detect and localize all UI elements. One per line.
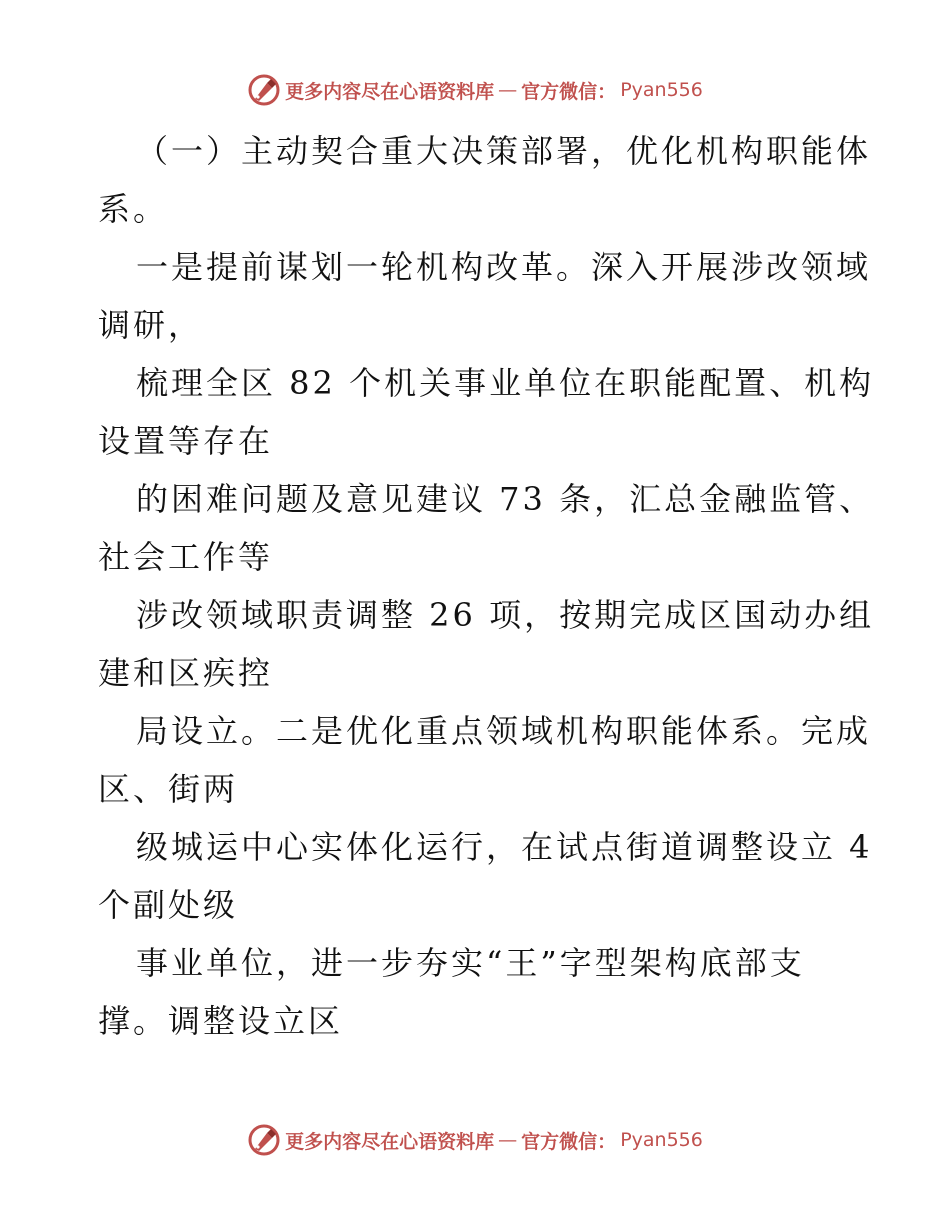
footer-separator: — [498,1129,518,1151]
body-line-14: 个副处级 [98,886,239,924]
header-logo-group [247,73,703,107]
body-line-4: 调研， [98,306,204,344]
body-line-7: 的困难问题及意见建议 73 条，汇总金融监管、 [136,480,875,518]
footer-wechat-id: Pyan556 [620,1129,703,1151]
body-line-2: 系。 [98,190,169,228]
body-line-11: 局设立。二是优化重点领域机构职能体系。完成 [136,712,872,750]
header-separator: — [498,79,518,101]
pen-nib-logo-icon [247,1123,281,1157]
header-wechat-label: 官方微信： [521,80,617,103]
body-line-10: 建和区疾控 [98,654,274,692]
body-line-3: 一是提前谋划一轮机构改革。深入开展涉改领域 [136,248,872,286]
footer-wechat-label: 官方微信： [521,1130,617,1153]
footer-logo-group [247,1123,703,1157]
body-line-12: 区、街两 [98,770,239,808]
header-wechat-id: Pyan556 [620,79,703,101]
body-line-15: 事业单位，进一步夯实“王”字型架构底部支 [136,944,805,982]
body-line-9: 涉改领域职责调整 26 项，按期完成区国动办组 [136,596,875,634]
body-line-6: 设置等存在 [98,422,274,460]
body-line-8: 社会工作等 [98,538,274,576]
pen-nib-logo-icon [247,73,281,107]
footer-banner [0,1120,950,1160]
header-banner [0,70,950,110]
body-line-13: 级城运中心实体化运行，在试点街道调整设立 4 [136,828,873,866]
body-line-1: （一）主动契合重大决策部署，优化机构职能体 [136,132,872,170]
document-body [98,122,875,1050]
body-line-16: 撑。调整设立区 [98,1002,344,1040]
footer-site-text: 更多内容尽在心语资料库 [285,1130,495,1153]
body-line-5: 梳理全区 82 个机关事业单位在职能配置、机构 [136,364,875,402]
header-site-text: 更多内容尽在心语资料库 [285,80,495,103]
